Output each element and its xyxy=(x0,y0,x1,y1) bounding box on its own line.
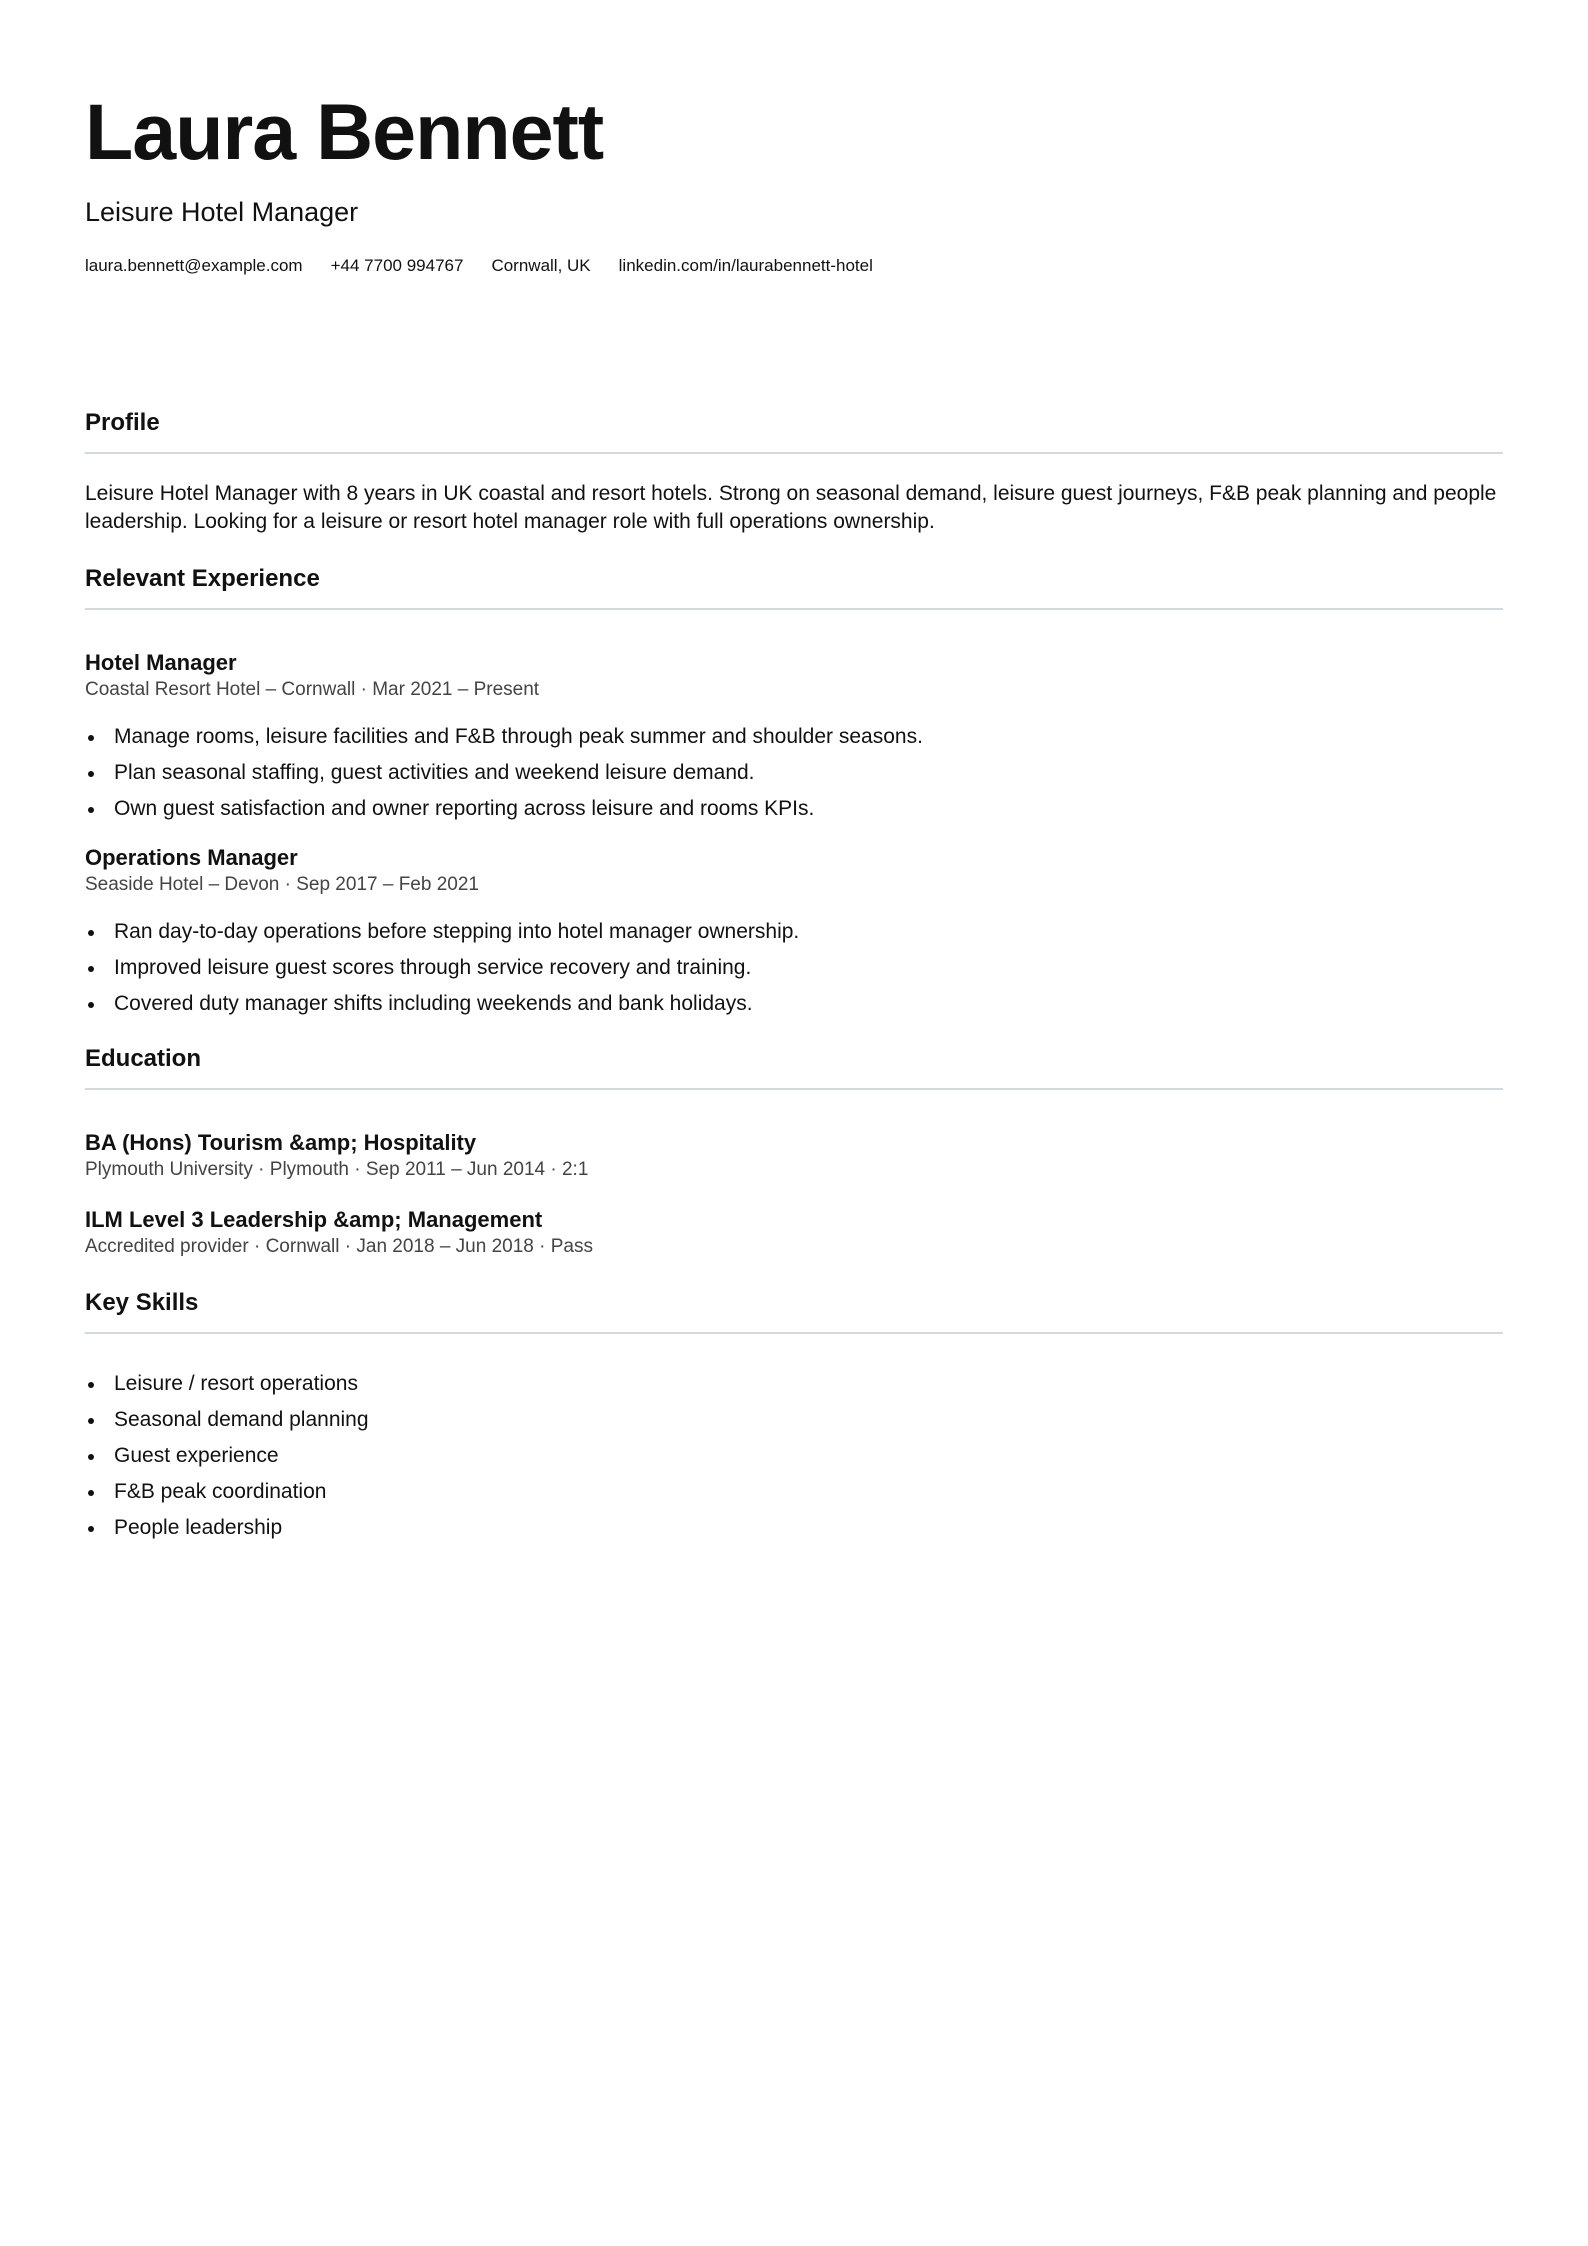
skills-section xyxy=(85,1289,1503,1546)
education-section xyxy=(85,1045,1503,1260)
section-divider xyxy=(85,1088,1503,1090)
section-title-skills: Key Skills xyxy=(85,1289,199,1316)
contact-email: laura.bennett@example.com xyxy=(85,256,303,275)
job-entry xyxy=(85,845,1503,1022)
skills-list xyxy=(85,1366,1503,1546)
job-title: Hotel Manager xyxy=(85,649,237,675)
education-entry xyxy=(85,1130,1503,1183)
job-bullet: Plan seasonal staffing, guest activities and weekend leisure demand. xyxy=(114,755,1503,791)
job-bullet: Ran day-to-day operations before stepping into hotel manager ownership. xyxy=(114,914,1503,950)
job-bullet: Manage rooms, leisure facilities and F&B through peak summer and shoulder seasons. xyxy=(114,719,1503,755)
job-bullet: Improved leisure guest scores through service recovery and training. xyxy=(114,950,1503,986)
contact-location: Cornwall, UK xyxy=(491,256,591,275)
job-title: Operations Manager xyxy=(85,844,298,870)
degree-meta: Plymouth University · Plymouth · Sep 2011 – Jun 2014 · 2:1 xyxy=(85,1159,589,1181)
job-meta: Seaside Hotel – Devon · Sep 2017 – Feb 2021 xyxy=(85,874,479,896)
job-bullet: Covered duty manager shifts including weekends and bank holidays. xyxy=(114,986,1503,1022)
skill-item: People leadership xyxy=(114,1510,1503,1546)
contact-linkedin: linkedin.com/in/laurabennett-hotel xyxy=(618,256,873,275)
skill-item: Leisure / resort operations xyxy=(114,1366,1503,1402)
candidate-name: Laura Bennett xyxy=(85,87,604,176)
candidate-role: Leisure Hotel Manager xyxy=(85,197,359,227)
degree-title: BA (Hons) Tourism &amp; Hospitality xyxy=(85,1129,477,1155)
section-title-profile: Profile xyxy=(85,409,160,436)
profile-text: Leisure Hotel Manager with 8 years in UK coastal and resort hotels. Strong on seasonal demand, leisure guest journeys, F&B peak planning and people leadership. Looking for a leisure or resort hotel manager role with full operations ownership. xyxy=(85,481,1497,533)
contact-phone: +44 7700 994767 xyxy=(330,256,464,275)
skill-item: Seasonal demand planning xyxy=(114,1402,1503,1438)
degree-meta: Accredited provider · Cornwall · Jan 2018 – Jun 2018 · Pass xyxy=(85,1236,593,1258)
section-divider xyxy=(85,608,1503,610)
job-entry xyxy=(85,650,1503,827)
degree-title: ILM Level 3 Leadership &amp; Management xyxy=(85,1206,543,1232)
section-title-education: Education xyxy=(85,1045,202,1072)
section-title-experience: Relevant Experience xyxy=(85,565,320,592)
contact-bar xyxy=(85,256,873,276)
profile-section xyxy=(85,409,1503,536)
skill-item: F&B peak coordination xyxy=(114,1474,1503,1510)
section-divider xyxy=(85,452,1503,454)
education-entry xyxy=(85,1207,1503,1260)
job-meta: Coastal Resort Hotel – Cornwall · Mar 2021 – Present xyxy=(85,679,540,701)
job-bullets xyxy=(85,719,1503,827)
skill-item: Guest experience xyxy=(114,1438,1503,1474)
job-bullet: Own guest satisfaction and owner reporting across leisure and rooms KPIs. xyxy=(114,791,1503,827)
job-bullets xyxy=(85,914,1503,1022)
section-divider xyxy=(85,1332,1503,1334)
experience-section xyxy=(85,565,1503,1022)
